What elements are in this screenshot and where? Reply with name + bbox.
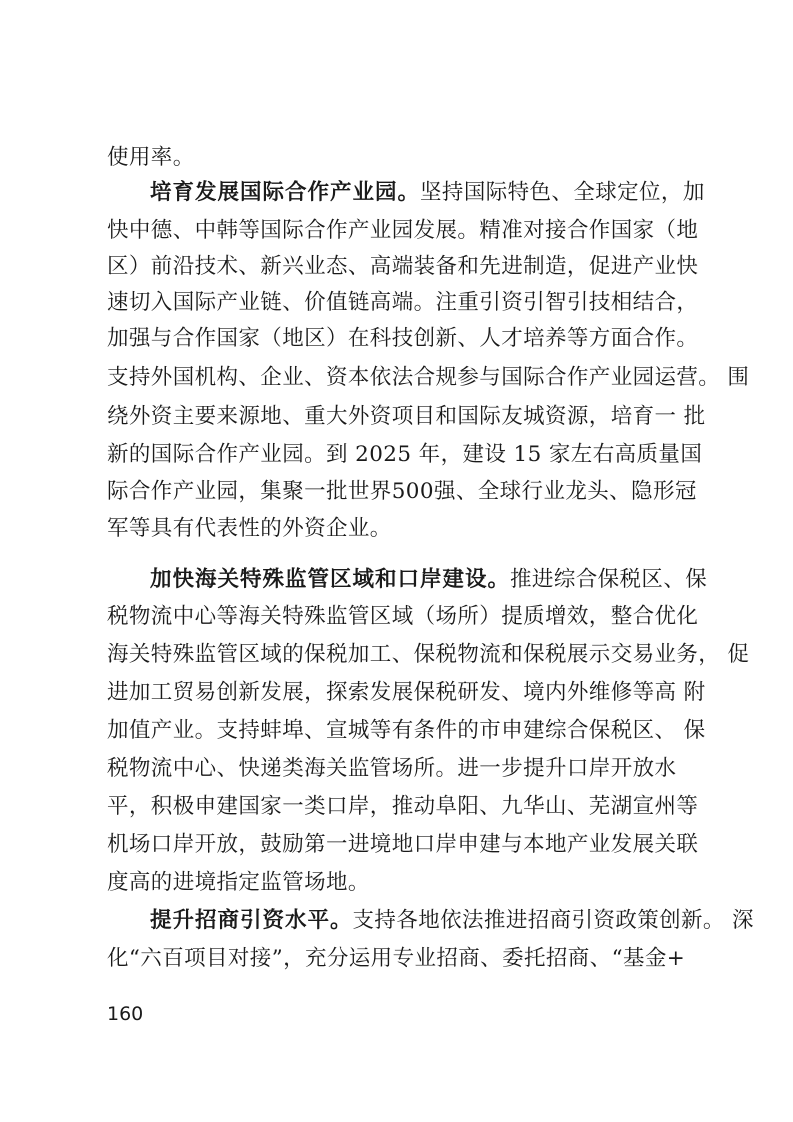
- line-text: 税物流中心等海关特殊监管区域（场所）提质增效，整合优化: [107, 604, 699, 629]
- text-line: [107, 673, 706, 713]
- text-line: [107, 597, 697, 637]
- line-text: 支持各地依法推进招商引资政策创新。 深: [352, 908, 754, 933]
- text-line: [107, 939, 697, 979]
- line-text: 区）前沿技术、新兴业态、高端装备和先进制造，促进产业快: [107, 254, 699, 279]
- text-line: [107, 863, 697, 903]
- page-number: 160: [107, 1003, 144, 1025]
- section-heading: 培育发展国际合作产业园。: [150, 180, 421, 205]
- line-text: 加值产业。支持蚌埠、宣城等有条件的市申建综合保税区、 保: [107, 718, 706, 743]
- text-line: [107, 319, 697, 359]
- text-line: [107, 211, 697, 251]
- section-heading: 提升招商引资水平。: [150, 908, 353, 933]
- text-line: [107, 247, 697, 287]
- line-text: 绕外资主要来源地、重大外资项目和国际友城资源，培育一 批: [107, 404, 706, 429]
- line-text: 快中德、中韩等国际合作产业园发展。精准对接合作国家（地: [107, 218, 699, 243]
- text-line: [150, 901, 754, 941]
- text-line: [107, 435, 703, 475]
- line-text: 军等具有代表性的外资企业。: [107, 516, 392, 541]
- text-line: [107, 749, 697, 789]
- line-text: 支持外国机构、企业、资本依法合规参与国际合作产业园运营。 围: [107, 365, 750, 390]
- text-line: [107, 787, 697, 827]
- line-text: 化“六百项目对接”，充分运用专业招商、委托招商、“基金+: [107, 946, 686, 971]
- line-text: 海关特殊监管区域的保税加工、保税物流和保税展示交易业务， 促: [107, 642, 750, 667]
- text-line: [107, 509, 697, 549]
- text-line: [107, 283, 697, 323]
- line-text: 度高的进境指定监管场地。: [107, 870, 370, 895]
- line-text: 税物流中心、快递类海关监管场所。进一步提升口岸开放水: [107, 756, 677, 781]
- line-text: 坚持国际特色、全球定位，加: [420, 180, 705, 205]
- line-text: 推进综合保税区、保: [510, 567, 708, 592]
- line-text: 速切入国际产业链、价值链高端。注重引资引智引技相结合，: [107, 290, 699, 315]
- line-text: 际合作产业园，集聚一批世界500强、全球行业龙头、隐形冠: [107, 479, 697, 504]
- line-text: 平，积极申建国家一类口岸，推动阜阳、九华山、芜湖宣州等: [107, 794, 699, 819]
- text-line: [107, 358, 750, 398]
- line-text: 进加工贸易创新发展，探索发展保税研发、境内外维修等高 附: [107, 680, 706, 705]
- text-line: [150, 173, 705, 213]
- text-line: [107, 635, 750, 675]
- line-text: 使用率。: [107, 145, 195, 170]
- section-heading: 加快海关特殊监管区域和口岸建设。: [150, 567, 511, 592]
- line-text: 加强与合作国家（地区）在科技创新、人才培养等方面合作。: [107, 326, 699, 351]
- text-line: [107, 825, 697, 865]
- text-line: [107, 472, 697, 512]
- line-text: 机场口岸开放，鼓励第一进境地口岸申建与本地产业发展关联: [107, 832, 699, 857]
- text-line: [150, 560, 708, 600]
- line-text: 新的国际合作产业园。到 2025 年，建设 15 家左右高质量国: [107, 442, 703, 467]
- text-line: [107, 711, 706, 751]
- text-line: [107, 397, 706, 437]
- text-line: [107, 138, 697, 178]
